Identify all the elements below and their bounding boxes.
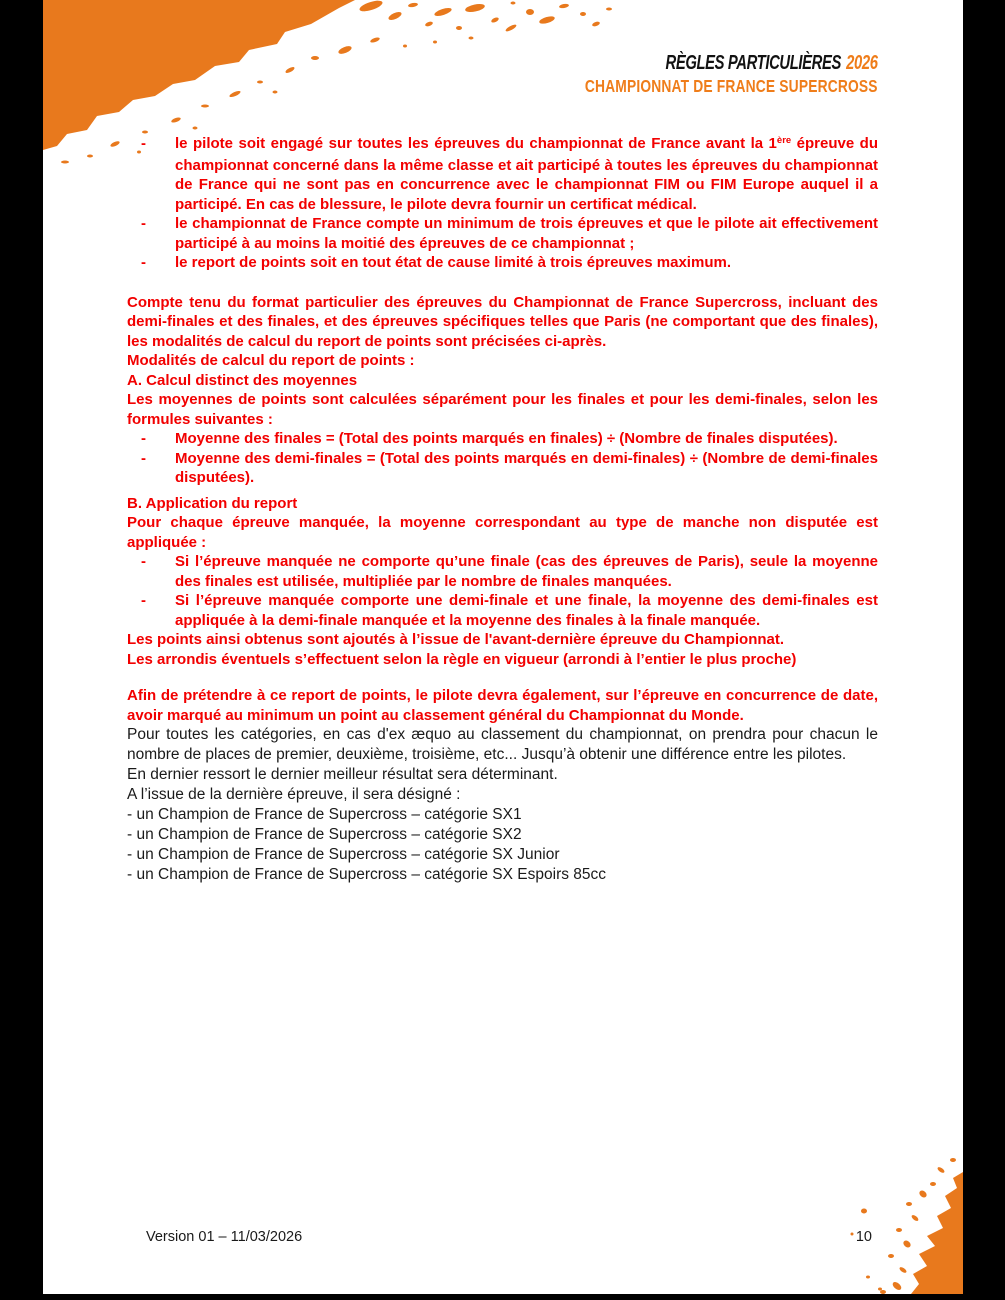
condition-text: épreuve du championnat concerné dans la même classe et ait participé à toutes les épreuves du championnat de France qui ne sont pas en concurrence avec le championnat FIM ou FIM Europe auquel il a participé. En cas de blessure, le pilote devra fournir un certificat médical. xyxy=(175,135,878,213)
document-title-year: 2026 xyxy=(846,52,878,74)
document-title xyxy=(666,52,878,74)
document-title-text: RÈGLES PARTICULIÈRES xyxy=(665,52,842,74)
paint-splash-bottom-right xyxy=(813,1144,963,1294)
moyennes-list xyxy=(127,429,878,488)
list-item: - Moyenne des finales = (Total des points marqués en finales) ÷ (Nombre de finales disputées). xyxy=(127,429,878,449)
champion-line: - un Champion de France de Supercross – catégorie SX Junior xyxy=(127,846,560,863)
champion-line: - un Champion de France de Supercross – catégorie SX Espoirs 85cc xyxy=(127,866,607,883)
page-header xyxy=(507,52,878,98)
line-derniere-epreuve: A l’issue de la dernière épreuve, il sera désigné : xyxy=(127,786,461,803)
footer-version: Version 01 – 11/03/2026 xyxy=(146,1229,303,1245)
heading-modalites: Modalités de calcul du report de points : xyxy=(127,352,415,369)
paragraph-ex-aequo: Pour toutes les catégories, en cas d'ex æquo au classement du championnat, on prendra pour chacun le nombre de places de premier, deuxième, troisième, etc... Jusqu’à obtenir une différence entre les pilotes. xyxy=(127,726,878,763)
document-body xyxy=(127,134,878,885)
list-item: - Si l’épreuve manquée comporte une demi-finale et une finale, la moyenne des demi-finales est appliquée à la demi-finale manquée et la moyenne des finales à la finale manquée. xyxy=(127,591,878,630)
footer-page-number: 10 xyxy=(855,1229,872,1245)
superscript: ère xyxy=(776,135,792,146)
conditions-list xyxy=(127,134,878,273)
document-subtitle: CHAMPIONNAT DE FRANCE SUPERCROSS xyxy=(585,76,878,96)
list-item xyxy=(127,134,878,214)
heading-application-report: B. Application du report xyxy=(127,494,298,512)
list-item: - le championnat de France compte un minimum de trois épreuves et que le pilote ait effectivement participé à au moins la moitié des épreuves de ce championnat ; xyxy=(127,214,878,253)
epreuve-manquee-list xyxy=(127,552,878,630)
list-item: - le report de points soit en tout état de cause limité à trois épreuves maximum. xyxy=(127,253,878,273)
paragraph-afin-pretendre: Afin de prétendre à ce report de points, le pilote devra également, sur l’épreuve en concurrence de date, avoir marqué au minimum un point au classement général du Championnat du Monde. xyxy=(127,687,878,724)
document-page xyxy=(43,0,963,1294)
champion-line: - un Champion de France de Supercross – catégorie SX1 xyxy=(127,806,522,823)
champion-line: - un Champion de France de Supercross – catégorie SX2 xyxy=(127,826,522,843)
paragraph-points-obtenus xyxy=(127,630,878,669)
paragraph-moyennes: Les moyennes de points sont calculées séparément pour les finales et pour les demi-finales, selon les formules suivantes : xyxy=(127,391,878,428)
heading-calcul-moyennes: A. Calcul distinct des moyennes xyxy=(127,371,358,389)
paragraph-compte-tenu: Compte tenu du format particulier des épreuves du Championnat de France Supercross, incluant des demi-finales et des finales, et des épreuves spécifiques telles que Paris (ne comportant que des finales), les modalités de calcul du report de points sont précisées ci-après. xyxy=(127,293,878,350)
condition-text: le pilote soit engagé sur toutes les épreuves du championnat de France avant la 1 xyxy=(175,135,777,152)
general-rules-section xyxy=(127,725,878,885)
line-dernier-ressort: En dernier ressort le dernier meilleur résultat sera déterminant. xyxy=(127,766,558,783)
list-item: - Si l’épreuve manquée ne comporte qu’une finale (cas des épreuves de Paris), seule la moyenne des finales est utilisée, multipliée par le nombre de finales manquées. xyxy=(127,552,878,591)
points-line: Les points ainsi obtenus sont ajoutés à l’issue de l'avant-dernière épreuve du Championnat. xyxy=(127,631,785,648)
paragraph-application: Pour chaque épreuve manquée, la moyenne correspondant au type de manche non disputée est appliquée : xyxy=(127,514,878,551)
page-footer xyxy=(146,1228,872,1246)
list-item: - Moyenne des demi-finales = (Total des points marqués en demi-finales) ÷ (Nombre de demi-finales disputées). xyxy=(127,449,878,488)
points-line: Les arrondis éventuels s’effectuent selon la règle en vigueur (arrondi à l’entier le plus proche) xyxy=(127,650,797,668)
